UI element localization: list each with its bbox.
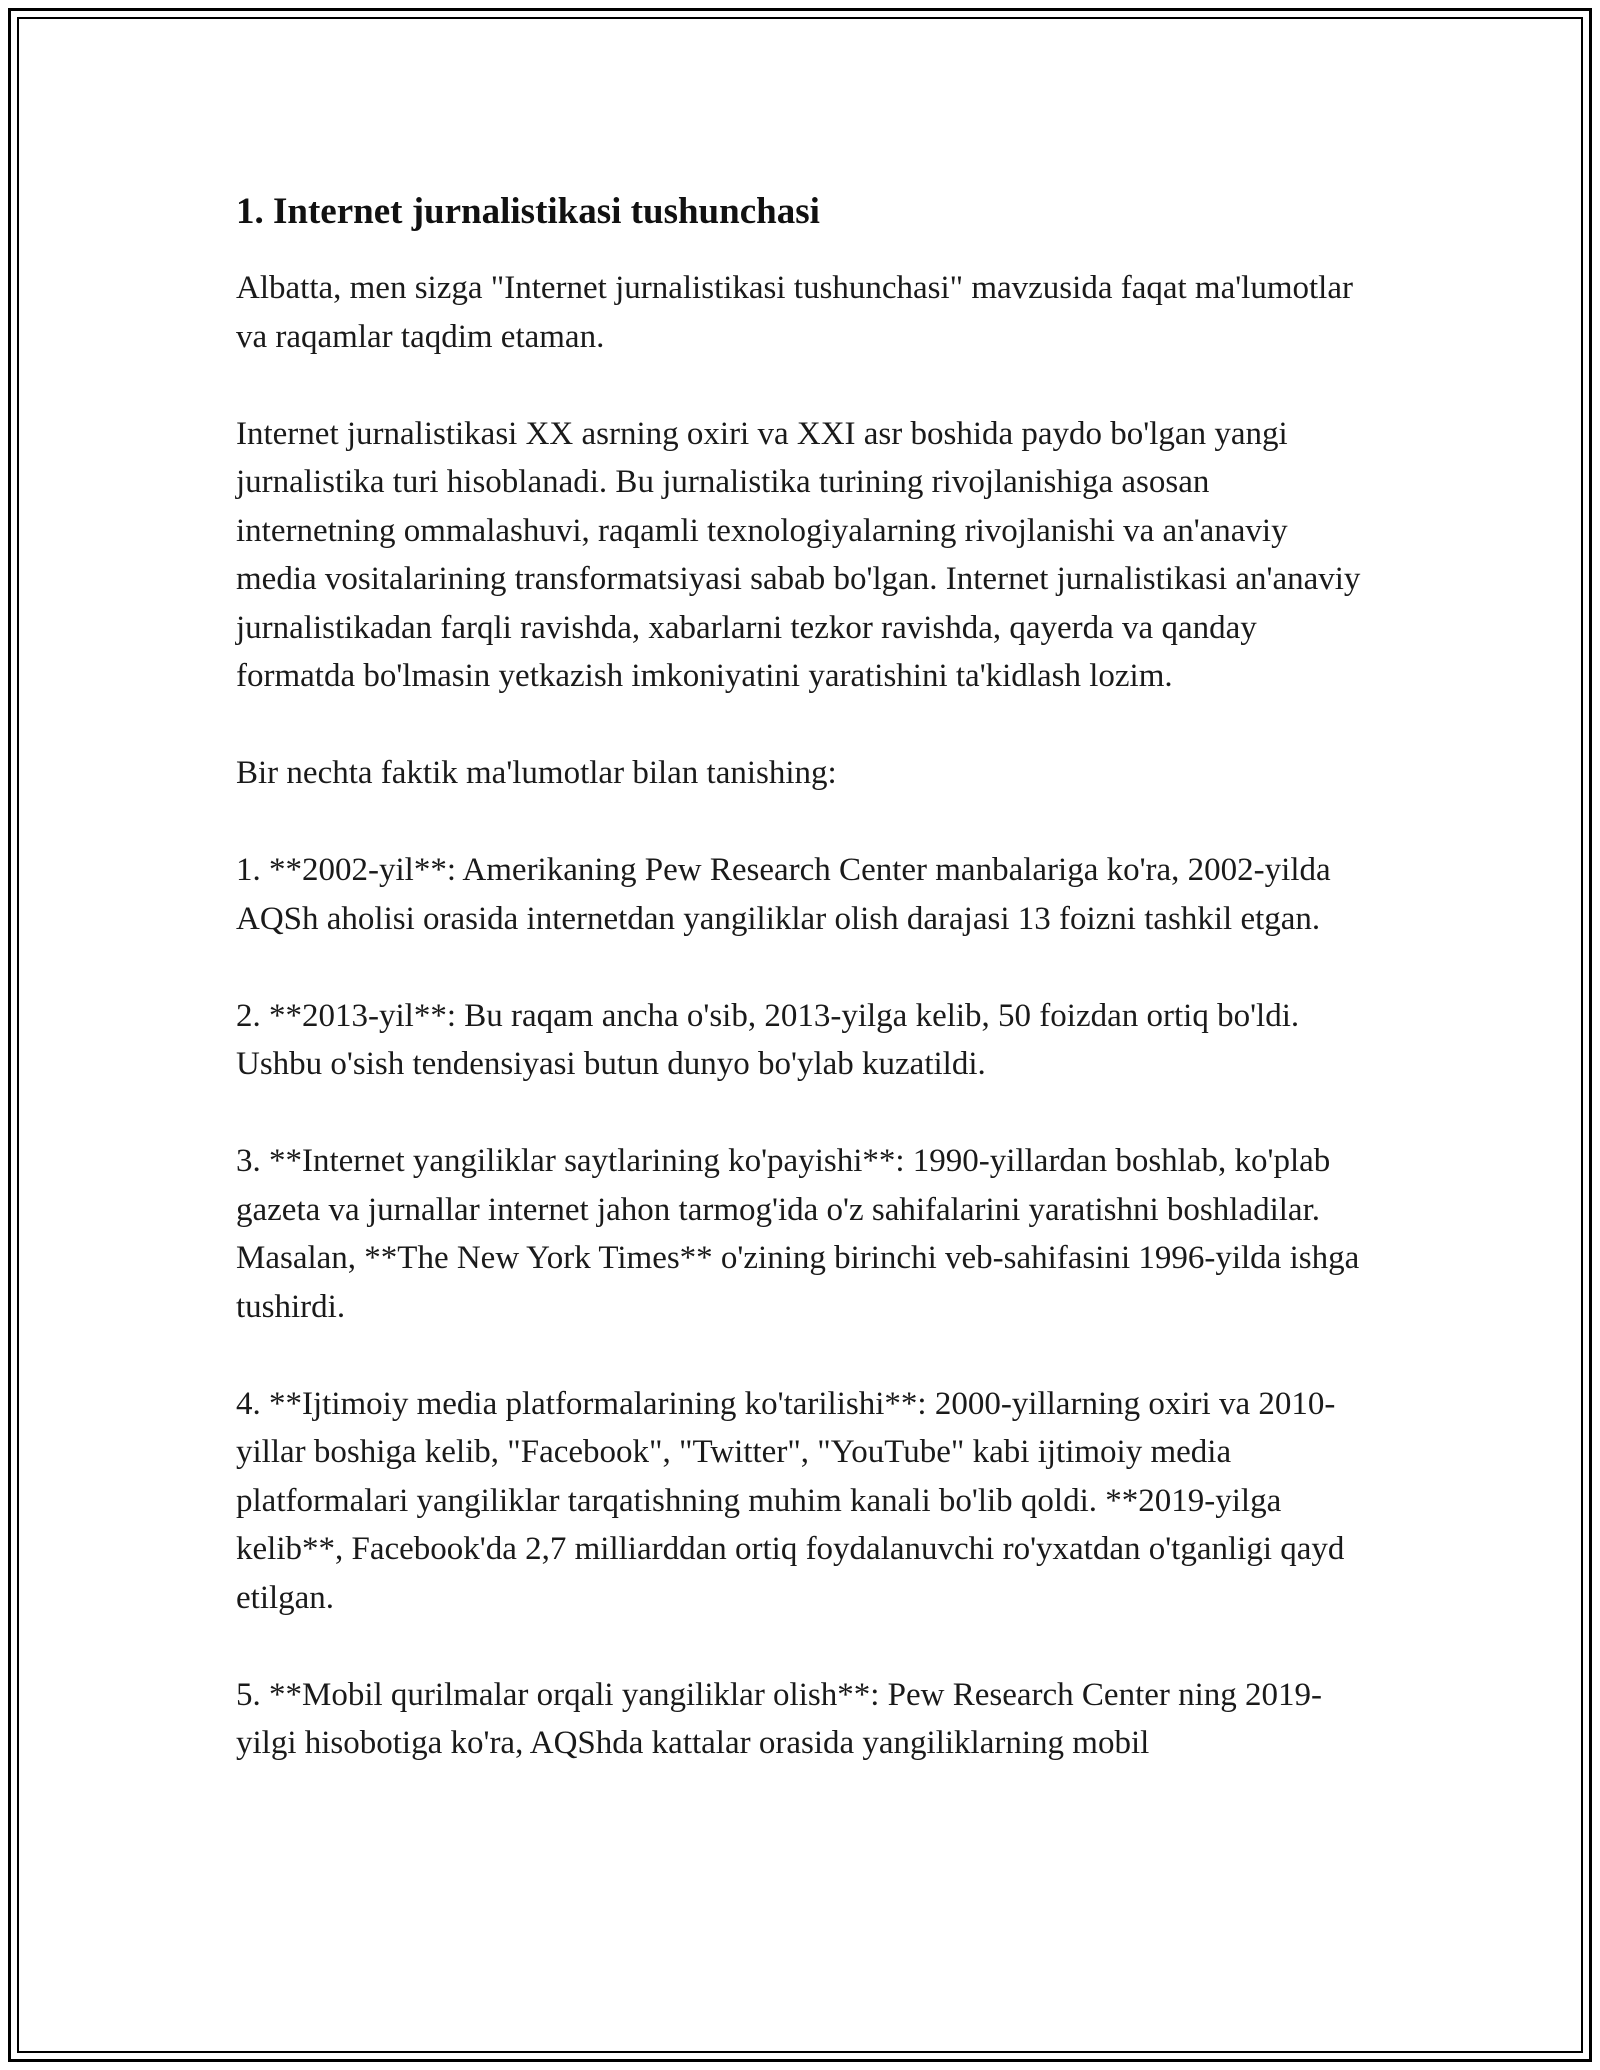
- list-item-news-sites: 3. **Internet yangiliklar saytlarining ko'payishi**: 1990-yillardan boshlab, ko'plab gazeta va jurnallar internet jahon tarmog'ida o'z sahifalarini yaratishni boshladilar. Masalan, **The New York Times** o'zining birinchi veb-sahifasini 1996-yilda ishga tushirdi.: [236, 1143, 1360, 1325]
- section-heading: 1. Internet jurnalistikasi tushunchasi: [236, 191, 820, 232]
- list-item-2002: 1. **2002-yil**: Amerikaning Pew Research Center manbalariga ko'ra, 2002-yilda AQSh aholisi orasida internetdan yangiliklar olish darajasi 13 foizni tashkil etgan.: [236, 852, 1331, 937]
- paragraph-facts-intro: Bir nechta faktik ma'lumotlar bilan tanishing:: [236, 755, 837, 791]
- paragraph-intro: Albatta, men sizga "Internet jurnalistikasi tushunchasi" mavzusida faqat ma'lumotlar va raqamlar taqdim etaman.: [236, 270, 1353, 355]
- paragraph-definition: Internet jurnalistikasi XX asrning oxiri va XXI asr boshida paydo bo'lgan yangi jurnalistika turi hisoblanadi. Bu jurnalistika turining rivojlanishiga asosan internetning ommalashuvi, raqamli texnologiyalarning rivojlanishi va an'anaviy media vositalarining transformatsiyasi sabab bo'lgan. Internet jurnalistikasi an'anaviy jurnalistikadan farqli ravishda, xabarlarni tezkor ravishda, qayerda va qanday formatda bo'lmasin yetkazish imkoniyatini yaratishini ta'kidlash lozim.: [236, 415, 1361, 694]
- list-item-2013: 2. **2013-yil**: Bu raqam ancha o'sib, 2013-yilga kelib, 50 foizdan ortiq bo'ldi. Ushbu o'sish tendensiyasi butun dunyo bo'ylab kuzatildi.: [236, 997, 1300, 1082]
- list-item-mobile-news: 5. **Mobil qurilmalar orqali yangiliklar olish**: Pew Research Center ning 2019-yilgi hisobotiga ko'ra, AQShda kattalar orasida yangiliklarning mobil: [236, 1676, 1323, 1761]
- document-body: [236, 188, 1376, 1816]
- list-item-social-media: 4. **Ijtimoiy media platformalarining ko'tarilishi**: 2000-yillarning oxiri va 2010-yillar boshiga kelib, "Facebook", "Twitter", "YouTube" kabi ijtimoiy media platformalari yangiliklar tarqatishning muhim kanali bo'lib qoldi. **2019-yilga kelib**, Facebook'da 2,7 milliarddan ortiq foydalanuvchi ro'yxatdan o'tganligi qayd etilgan.: [236, 1385, 1345, 1616]
